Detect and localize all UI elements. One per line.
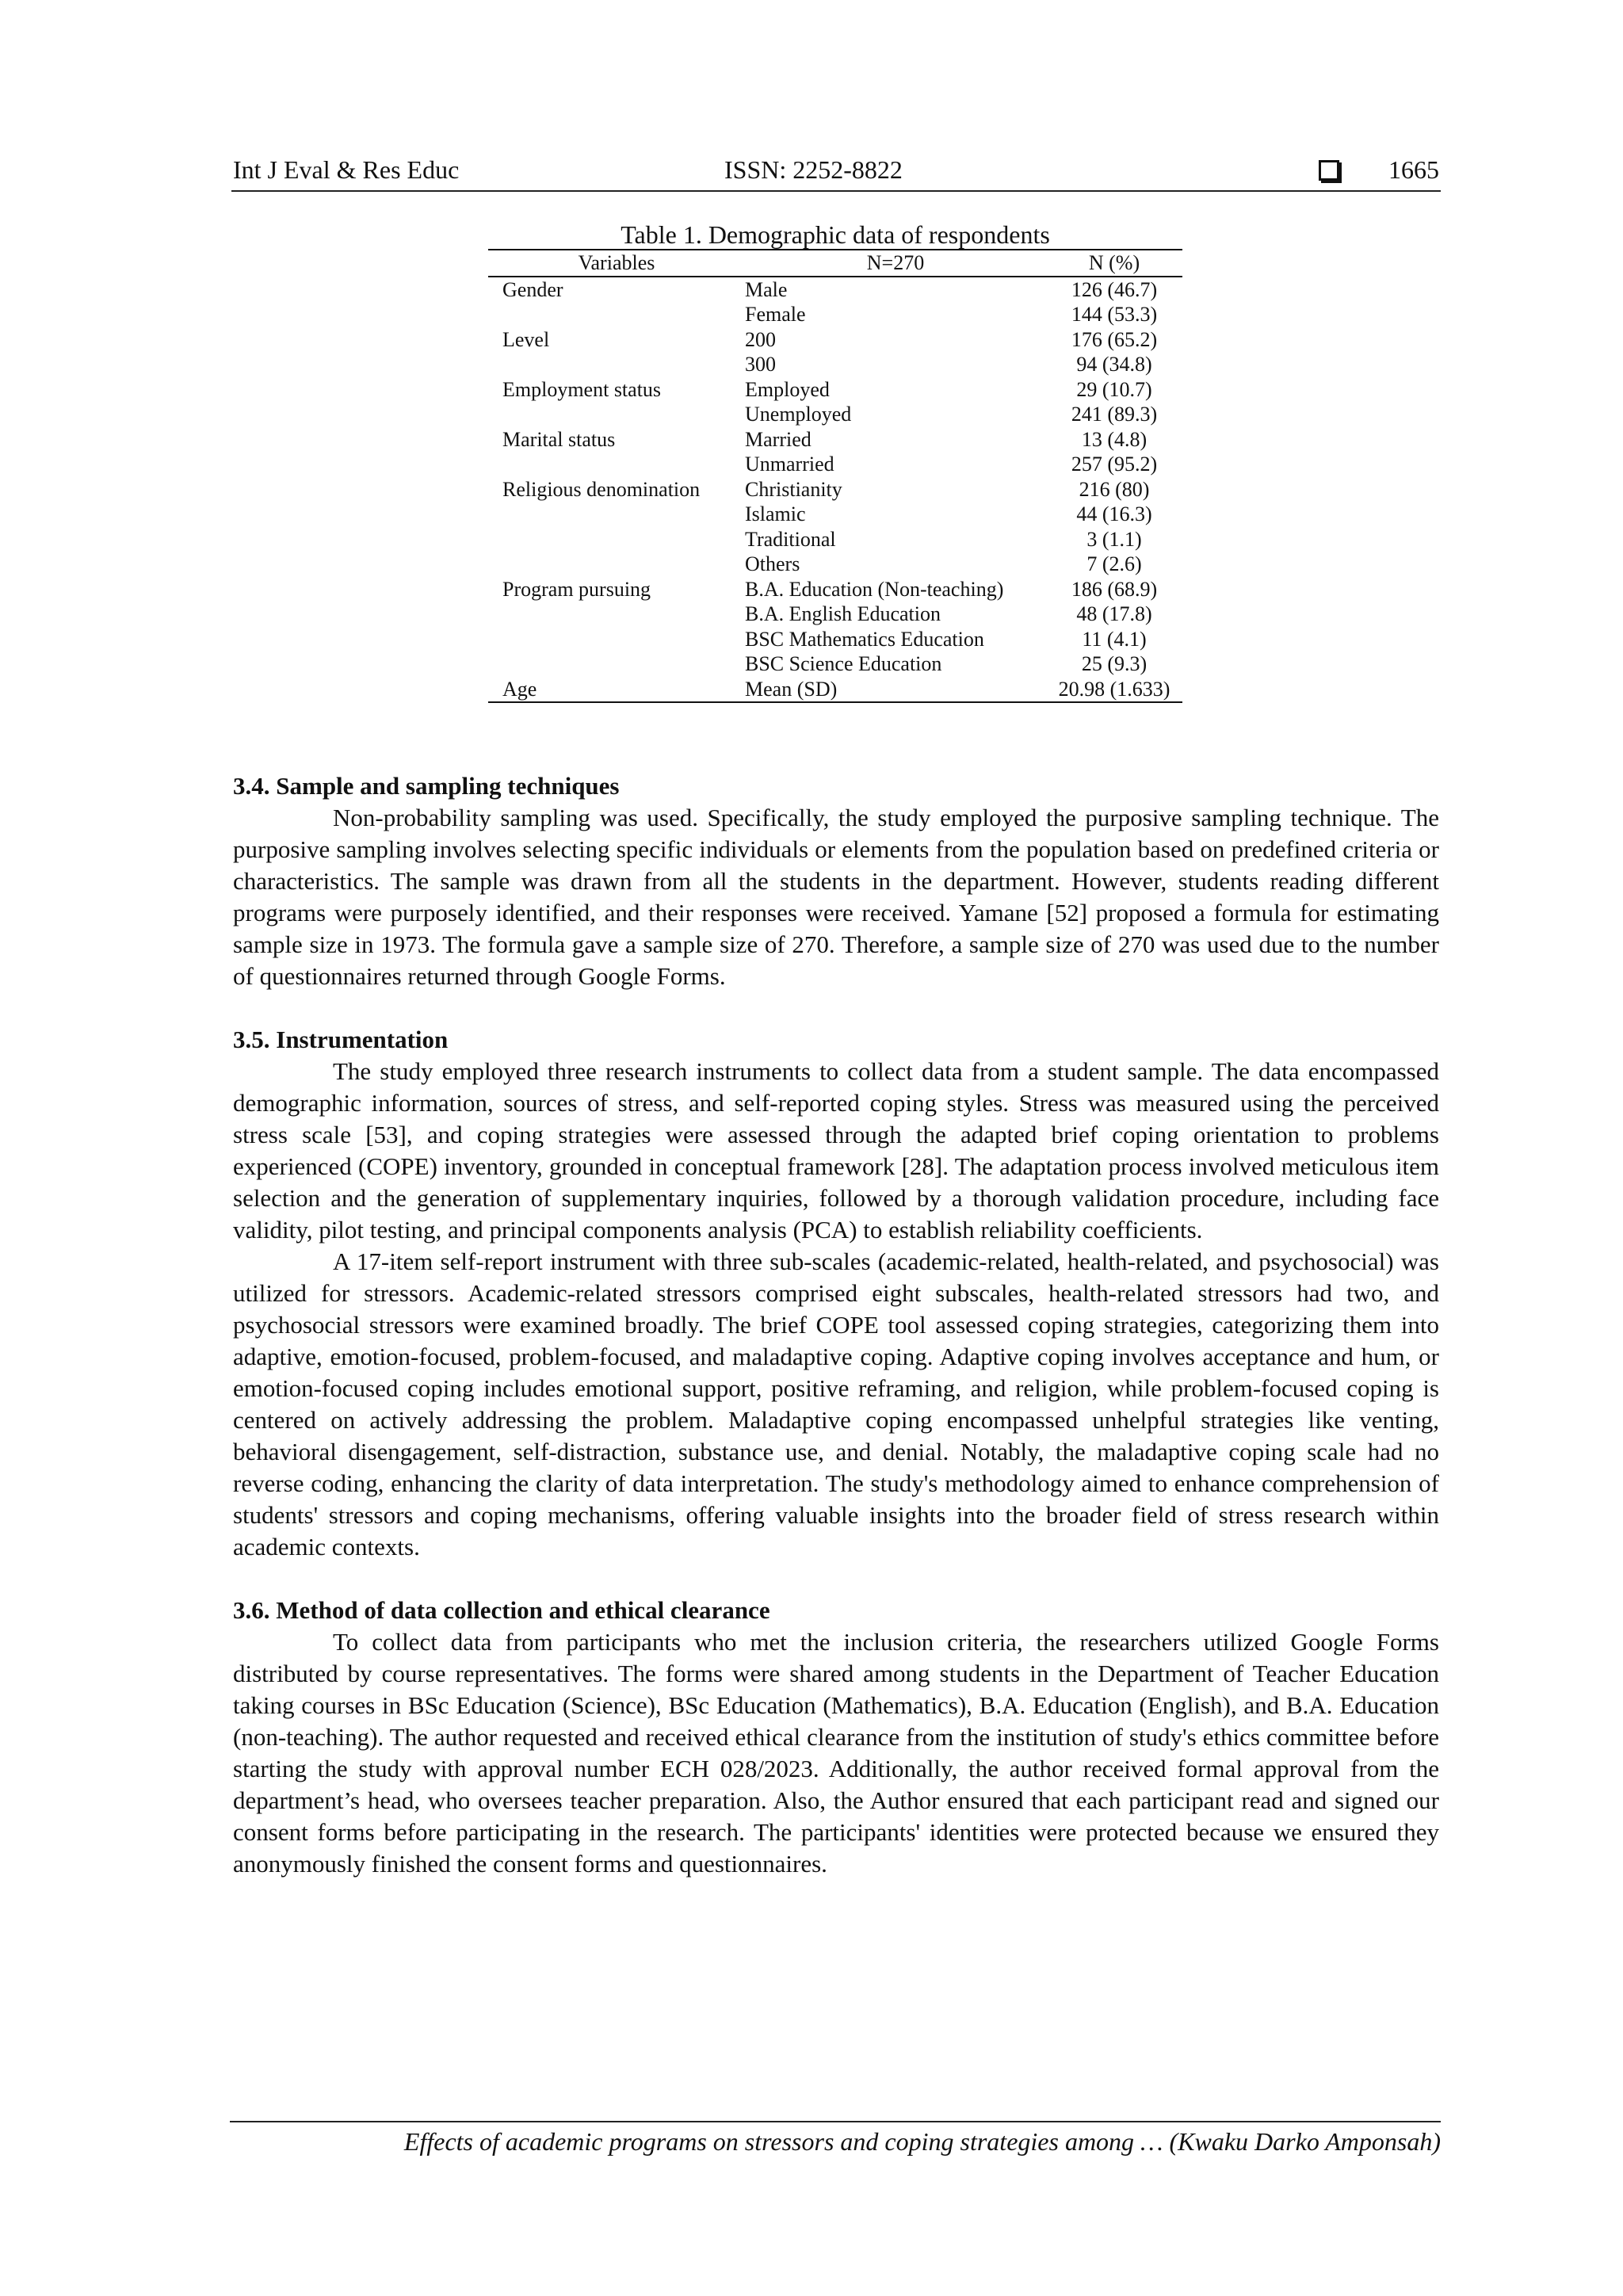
page-footer: Effects of academic programs on stressors and coping strategies among … (Kwaku Darko Amponsah) [230,2121,1441,2157]
cell-value: 13 (4.8) [1081,427,1148,451]
table-row [488,327,1182,353]
table-row [488,302,1182,327]
cell-value: 216 (80) [1079,477,1150,501]
cell-category: Married [745,427,812,451]
cell-value: 241 (89.3) [1071,403,1158,426]
header-variables: Variables [578,251,655,274]
cell-value: 44 (16.3) [1076,502,1152,525]
header-n: N=270 [866,251,925,274]
table-header-row [488,250,1182,277]
cell-value: 3 (1.1) [1086,527,1142,551]
cell-variable [488,452,745,477]
header-percent: N (%) [1088,251,1140,274]
cell-variable: Employment status [502,377,662,401]
cell-category: Mean (SD) [745,677,838,701]
table-row [488,502,1182,527]
cell-variable: Age [502,677,537,701]
cell-category: B.A. English Education [745,602,941,625]
cell-variable: Level [502,327,550,351]
table-row [488,577,1182,602]
table-row [488,552,1182,577]
cell-category: Christianity [745,477,842,501]
table-row [488,377,1182,403]
cell-variable [488,627,745,652]
page-header [231,152,1441,192]
issn-label: ISSN: 2252-8822 [724,155,903,184]
cell-variable: Marital status [502,427,616,451]
page-number: 1665 [1388,155,1439,184]
section-heading-sampling: 3.4. Sample and sampling techniques [233,772,620,800]
demographic-table [488,249,1182,703]
cell-variable [488,552,745,577]
table-row [488,527,1182,552]
cell-variable: Religious denomination [502,477,701,501]
cell-value: 11 (4.1) [1082,627,1147,651]
paragraph-instrumentation-2: A 17-item self-report instrument with three sub-scales (academic-related, health-related, and psychosocial) was utilized for stressors. Academic-related stressors comprised eight subscales, health-related stressors had two, and psychosocial stressors were examined broadly. The brief COPE tool assessed coping strategies, categorizing them into adaptive, emotion-focused, problem-focused, and maladaptive coping. Adaptive coping involves acceptance and hum, or emotion-focused coping includes emotional support, positive reframing, and religion, while problem-focused coping is centered on actively addressing the problem. Maladaptive coping encompassed unhelpful strategies like venting, behavioral disengagement, self-distraction, substance use, and denial. Notably, the maladaptive coping scale had no reverse coding, enhancing the clarity of data interpretation. The study's methodology aimed to enhance comprehension of students' stressors and coping mechanisms, offering valuable insights into the broader field of stress research within academic contexts. [233,1247,1439,1561]
cell-category: Others [745,552,800,575]
table-caption: Table 1. Demographic data of respondents [621,220,1050,249]
table-row [488,677,1182,703]
cell-variable: Gender [502,277,563,301]
cell-value: 186 (68.9) [1071,577,1158,601]
cell-category: Islamic [745,502,806,525]
cell-category: 300 [745,353,776,376]
cell-value: 144 (53.3) [1071,303,1158,326]
cell-variable [488,352,745,377]
cell-category: Male [745,277,788,301]
cell-category: B.A. Education (Non-teaching) [745,577,1004,601]
cell-value: 126 (46.7) [1071,277,1158,301]
cell-variable [488,527,745,552]
section-heading-instrumentation: 3.5. Instrumentation [233,1026,449,1053]
cell-value: 20.98 (1.633) [1058,677,1170,701]
cell-variable [488,602,745,627]
table-row [488,277,1182,303]
cell-variable [488,402,745,427]
cell-category: BSC Mathematics Education [745,627,984,651]
table-row [488,427,1182,453]
paragraph-data-collection: To collect data from participants who met the inclusion criteria, the researchers utilized Google Forms distributed by course representatives. The forms were shared among students in the Department of Teacher Education taking courses in BSc Education (Science), BSc Education (Mathematics), B.A. Education (English), and B.A. Education (non-teaching). The author requested and received ethical clearance from the institution of study's ethics committee before starting the study with approval number ECH 028/2023. Additionally, the author received formal approval from the department’s head, who oversees teacher preparation. Also, the Author ensured that each participant read and signed our consent forms before participating in the research. The participants' identities were protected because we ensured they anonymously finished the consent forms and questionnaires. [233,1628,1439,1878]
table-row [488,602,1182,627]
demographic-table-block [488,219,1182,703]
cell-category: 200 [745,327,776,351]
table-row [488,651,1182,677]
cell-value: 7 (2.6) [1086,552,1142,575]
cell-variable [488,651,745,677]
table-row [488,477,1182,502]
cell-value: 29 (10.7) [1076,377,1152,401]
table-row [488,627,1182,652]
body-text [233,770,1439,1880]
table-row [488,352,1182,377]
cell-variable: Program pursuing [502,577,651,601]
cell-category: Traditional [745,527,836,551]
cell-value: 257 (95.2) [1071,453,1158,476]
cell-variable [488,502,745,527]
paragraph-instrumentation-1: The study employed three research instruments to collect data from a student sample. The data encompassed demographic information, sources of stress, and self-reported coping styles. Stress was measured using the perceived stress scale [53], and coping strategies were assessed through the adapted brief coping orientation to problems experienced (COPE) inventory, grounded in conceptual framework [28]. The adaptation process involved meticulous item selection and the generation of supplementary inquiries, followed by a thorough validation procedure, including face validity, pilot testing, and principal components analysis (PCA) to establish reliability coefficients. [233,1057,1439,1244]
section-heading-data-collection: 3.6. Method of data collection and ethical clearance [233,1596,770,1624]
cell-category: Employed [745,377,830,401]
cell-category: Unemployed [745,403,852,426]
cell-variable [488,302,745,327]
cell-value: 48 (17.8) [1076,602,1152,625]
table-row [488,402,1182,427]
cell-category: Unmarried [745,453,834,476]
cell-value: 176 (65.2) [1071,327,1158,351]
square-box-icon [1319,160,1339,181]
paragraph-sampling: Non-probability sampling was used. Specifically, the study employed the purposive sampling technique. The purposive sampling involves selecting specific individuals or elements from the population based on predefined criteria or characteristics. The sample was drawn from all the students in the department. However, students reading different programs were purposely identified, and their responses were received. Yamane [52] proposed a formula for estimating sample size in 1973. The formula gave a sample size of 270. Therefore, a sample size of 270 was used due to the number of questionnaires returned through Google Forms. [233,804,1439,990]
cell-category: Female [745,303,806,326]
table-row [488,452,1182,477]
cell-value: 25 (9.3) [1081,652,1148,675]
cell-category: BSC Science Education [745,652,942,675]
journal-name: Int J Eval & Res Educ [233,155,460,184]
cell-value: 94 (34.8) [1076,353,1152,376]
